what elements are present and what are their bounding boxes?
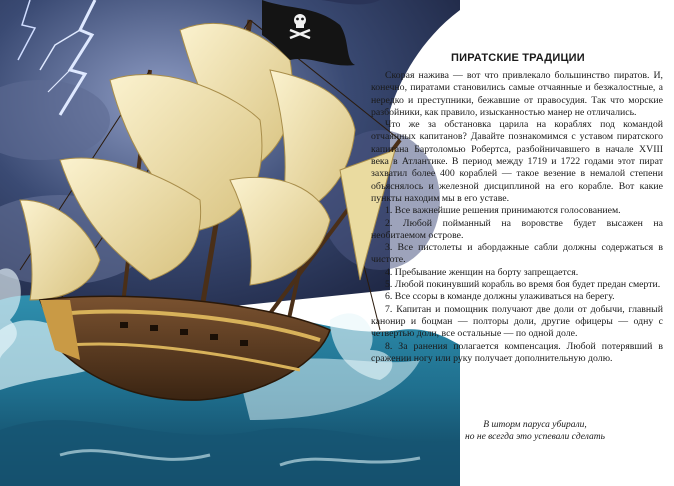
rule-item: 1. Все важнейшие решения принимаются голосованием.: [385, 205, 621, 217]
rule-item: 6. Все ссоры в команде должны улаживаться на берегу.: [385, 291, 615, 303]
paragraph: Скорая нажива — вот что привлекало большинство пиратов. И, конечно, пиратами становились самые отчаянные и безжалостные, а нередко и преступники, бежавшие от правосудия. Так что морские разбойники, как правило, изысканностью манер не отличались.: [371, 70, 663, 118]
caption-line: но не всегда это успевали сделать: [465, 432, 605, 442]
article-body: [371, 70, 663, 365]
image-caption: [425, 419, 645, 443]
rule-item: 3. Все пистолеты и абордажные сабли должны содержаться в чистоте.: [371, 242, 663, 266]
rule-item: 7. Капитан и помощник получают две доли от добычи, главный канонир и боцман — полторы доли, другие офицеры — одну с четвертью доли, все остальные — по одной доле.: [371, 303, 663, 340]
rule-item: 4. Пребывание женщин на борту запрещается.: [385, 266, 579, 278]
paragraph: Что же за обстановка царила на кораблях под командой отчаянных капитанов? Давайте познакомимся с уставом пиратского капитана Бартоломью Робертса, разбойничавшего в начале XVIII века в Атлантике. В период между 1719 и 1722 годами этот пират захватил более 400 кораблей — такое везение в немалой степени объяснялось и железной дисциплиной на его корабле. Вот какие пункты находим мы в его уставе.: [371, 119, 663, 204]
caption-line: В шторм паруса убирали,: [483, 420, 587, 430]
rule-item: 8. За ранения полагается компенсация. Любой потерявший в сражении ногу или руку получает дополнительную долю.: [371, 340, 663, 364]
rule-item: 5. Любой покинувший корабль во время боя будет предан смерти.: [385, 279, 661, 291]
article-title: ПИРАТСКИЕ ТРАДИЦИИ: [451, 52, 585, 64]
rule-item: 2. Любой пойманный на воровстве будет высажен на необитаемом острове.: [371, 217, 663, 241]
